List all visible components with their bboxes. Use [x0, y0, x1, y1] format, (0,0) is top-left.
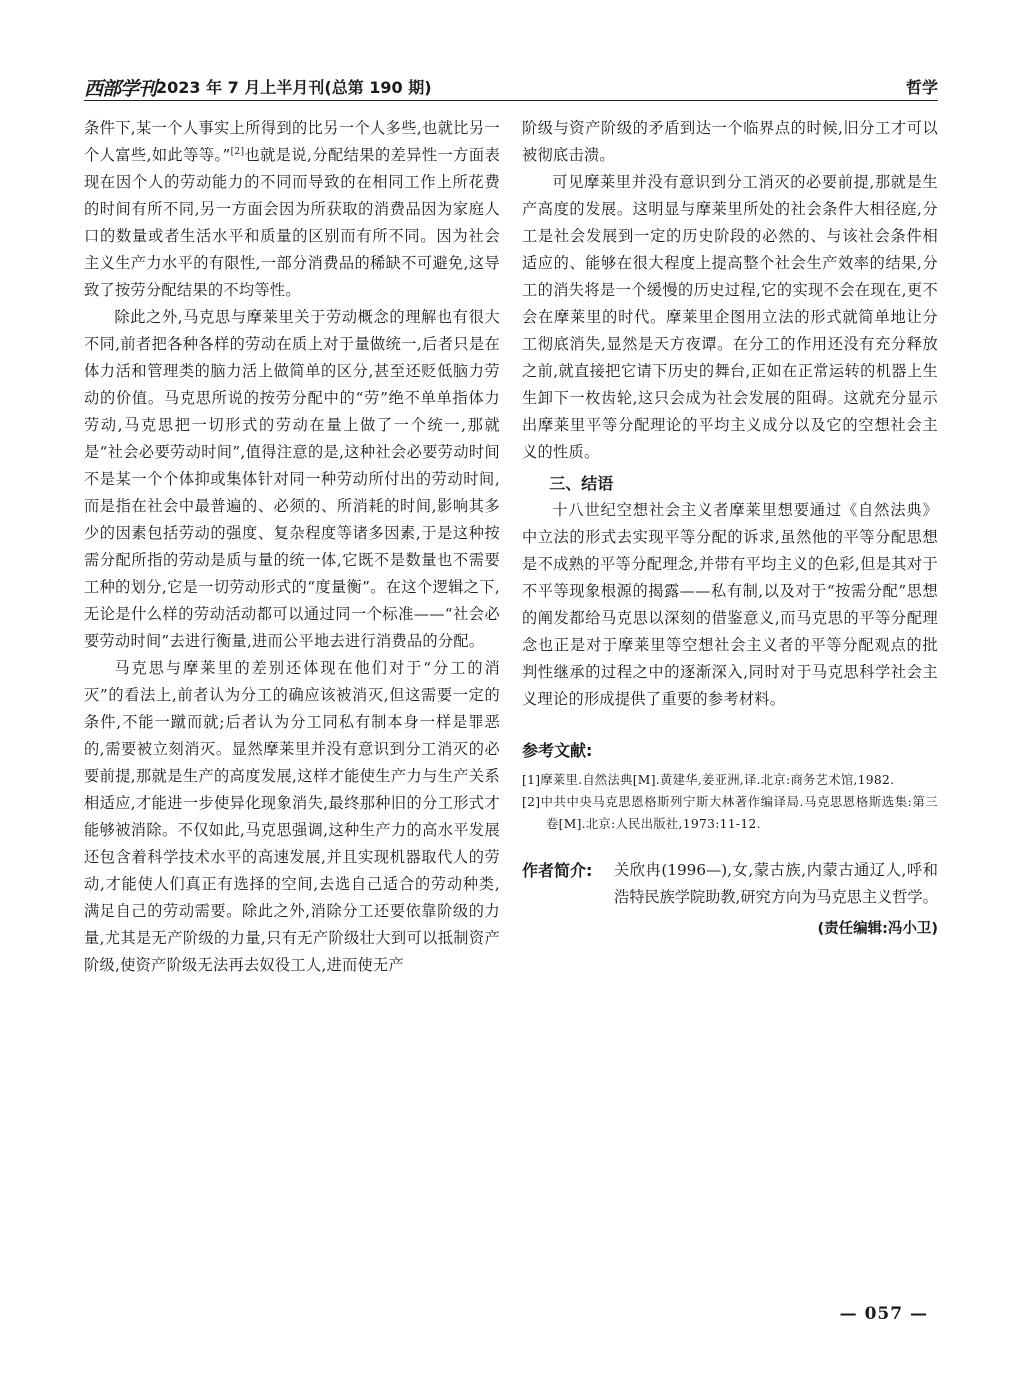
reference-item: [2]中共中央马克思恩格斯列宁斯大林著作编译局.马克思恩格斯选集:第三卷[M].北京:人民出版社,1973:11-12.: [522, 795, 938, 831]
journal-logo: 西部学刊: [84, 78, 157, 100]
responsible-editor: (责任编辑:冯小卫): [817, 921, 938, 937]
author-label: 作者简介:: [522, 861, 593, 880]
paragraph: 十八世纪空想社会主义者摩莱里想要通过《自然法典》中立法的形式去实现平等分配的诉求,虽然他的平等分配思想是不成熟的平等分配理念,并带有平均主义的色彩,但是其对于不平等现象根源的揭露——私有制,以及对于“按需分配”思想的阐发都给马克思以深刻的借鉴意义,而马克思的平等分配理念也正是对于摩莱里等空想社会主义者的平等分配观点的批判性继承的过程之中的逐渐深入,同时对于马克思科学社会主义理论的形成提供了重要的参考材料。: [522, 501, 938, 708]
running-header: [84, 72, 938, 101]
paragraph-text: 也就是说,分配结果的差异性一方面表现在因个人的劳动能力的不同而导致的在相同工作上所花费的时间有所不同,另一方面会因为所获取的消费品因为家庭人口的数量或者生活水平和质量的区别而有所不同。因为社会主义生产力水平的有限性,一部分消费品的稀缺不可避免,这导致了按劳分配结果的不均等性。: [84, 146, 500, 299]
section-label: 哲学: [905, 78, 938, 97]
issue-info: 2023 年 7 月上半月刊(总第 190 期): [156, 78, 432, 97]
paragraph: 马克思与摩莱里的差别还体现在他们对于“分工的消灭”的看法上,前者认为分工的确应该被消灭,但这需要一定的条件,不能一蹴而就;后者认为分工同私有制本身一样是罪恶的,需要被立刻消灭。显然摩莱里并没有意识到分工消灭的必要前提,那就是生产的高度发展,这样才能使生产力与生产关系相适应,才能进一步使异化现象消失,最终那种旧的分工形式才能够被消除。不仅如此,马克思强调,这种生产力的高水平发展还包含着科学技术水平的高速发展,并且实现机器取代人的劳动,才能使人们真正有选择的空间,去选自己适合的劳动种类,满足自己的劳动需要。除此之外,消除分工还要依靠阶级的力量,尤其是无产阶级的力量,只有无产阶级壮大到可以抵制资产阶级,使资产阶级无法再去奴役工人,进而使无产: [84, 659, 500, 974]
author-text: 关欣冉(1996—),女,蒙古族,内蒙古通辽人,呼和浩特民族学院助教,研究方向为马克思主义哲学。: [614, 861, 938, 906]
right-column: [522, 115, 938, 938]
paragraph: 可见摩莱里并没有意识到分工消灭的必要前提,那就是生产高度的发展。这明显与摩莱里所处的社会条件大相径庭,分工是社会发展到一定的历史阶段的必然的、与该社会条件相适应的、能够在很大程度上提高整个社会生产效率的结果,分工的消失将是一个缓慢的历史过程,它的实现不会在现在,更不会在摩莱里的时代。摩莱里企图用立法的形式就简单地让分工彻底消失,显然是天方夜谭。在分工的作用还没有充分释放之前,就直接把它请下历史的舞台,正如在正常运转的机器上生生卸下一枚齿轮,这只会成为社会发展的阻碍。这就充分显示出摩莱里平等分配理论的平均主义成分以及它的空想社会主义的性质。: [522, 173, 938, 461]
citation-marker: [2]: [230, 146, 245, 157]
paragraph: [84, 115, 500, 304]
conclusion-heading: 三、结语: [549, 474, 614, 493]
author-bio: [522, 857, 938, 911]
references-title: 参考文献:: [522, 741, 593, 760]
left-column: [84, 115, 500, 979]
page-number: — 057 —: [839, 1304, 928, 1324]
paragraph: 阶级与资产阶级的矛盾到达一个临界点的时候,旧分工才可以被彻底击溃。: [522, 119, 938, 164]
reference-item: [1]摩莱里.自然法典[M].黄建华,姜亚洲,译.北京:商务艺术馆,1982.: [522, 773, 895, 787]
paragraph: 除此之外,马克思与摩莱里关于劳动概念的理解也有很大不同,前者把各种各样的劳动在质上对于量做统一,后者只是在体力活和管理类的脑力活上做简单的区分,甚至还贬低脑力劳动的价值。马克思所说的按劳分配中的“劳”绝不单单指体力劳动,马克思把一切形式的劳动在量上做了一个统一,那就是“社会必要劳动时间”,值得注意的是,这种社会必要劳动时间不是某一个个体抑或集体针对同一种劳动所付出的劳动时间,而是指在社会中最普遍的、必须的、所消耗的时间,影响其多少的因素包括劳动的强度、复杂程度等诸多因素,于是这种按需分配所指的劳动是质与量的统一体,它既不是数量也不需要工种的划分,它是一切劳动形式的“度量衡”。在这个逻辑之下,无论是什么样的劳动活动都可以通过同一个标准——“社会必要劳动时间”去进行衡量,进而公平地去进行消费品的分配。: [84, 308, 500, 650]
paragraph-text: 条件下,某一个人事实上所得到的比另一个人多些,也就比另一个人富些,如此等等。”: [84, 119, 500, 164]
